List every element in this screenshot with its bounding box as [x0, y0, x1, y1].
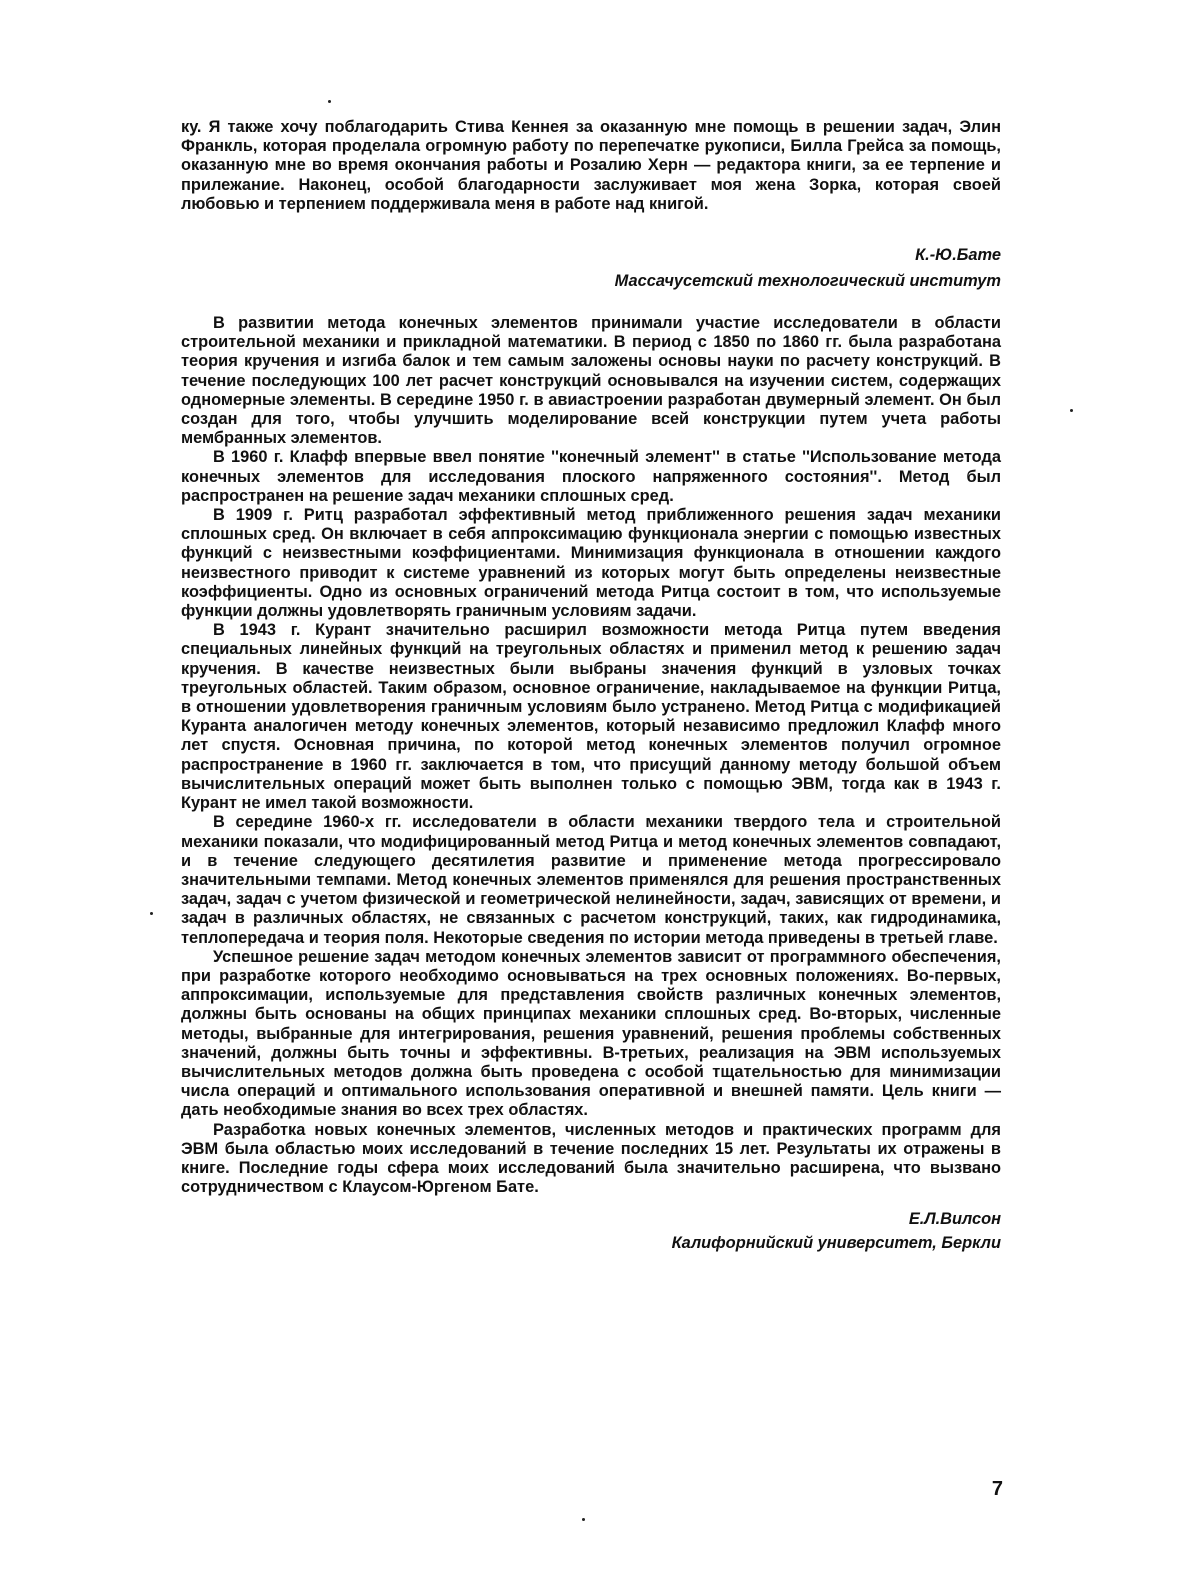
- signature-affiliation: Массачусетский технологический институт: [614, 272, 1001, 291]
- body-paragraph: Разработка новых конечных элементов, численных методов и практических программ для ЭВМ была областью моих исследований в течение последних 15 лет. Результаты их отражены в книге. Последние годы сфера моих исследований была значительно расширена, что вызвано сотрудничеством с Клаусом-Юргеном Бате.: [181, 1120, 1001, 1197]
- signature-name: К.-Ю.Бате: [915, 246, 1001, 265]
- scan-speck: [582, 1518, 585, 1521]
- body-paragraph: Успешное решение задач методом конечных элементов зависит от программного обеспечения, при разработке которого необходимо основываться на трех основных положениях. Во-первых, аппроксимации, используемые для представления свойств различных конечных элементов, должны быть основаны на общих принципах механики сплошных сред. Во-вторых, численные методы, выбранные для интегрирования, решения уравнений, решения проблемы собственных значений, должны быть точны и эффективны. В-третьих, реализация на ЭВМ используемых вычислительных методов должна быть проведена с особой тщательностью для минимизации числа операций и оптимального использования оперативной и внешней памяти. Цель книги — дать необходимые знания во всех трех областях.: [181, 947, 1001, 1120]
- body-paragraph: В 1909 г. Ритц разработал эффективный метод приближенного решения задач механики сплошных сред. Он включает в себя аппроксимацию функционала энергии с помощью известных функций с неизвестными коэффициентами. Минимизация функционала в отношении каждого неизвестного приводит к системе уравнений из которых могут быть определены неизвестные коэффициенты. Одно из основных ограничений метода Ритца состоит в том, что используемые функции должны удовлетворять граничным условиям задачи.: [181, 506, 1001, 621]
- preface-closing-paragraph: ку. Я также хочу поблагодарить Стива Кеннея за оказанную мне помощь в решении задач, Элин Франкль, которая проделала огромную работу по перепечатке рукописи, Билла Грейса за помощь, оказанную мне во время окончания работы и Розалию Херн — редактора книги, за ее терпение и прилежание. Наконец, особой благодарности заслуживает моя жена Зорка, которая своей любовью и терпением поддерживала меня в работе над книгой.: [181, 118, 1001, 213]
- signature-affiliation: Калифорнийский университет, Беркли: [671, 1234, 1001, 1253]
- scan-speck: [150, 912, 153, 915]
- body-paragraph: В 1960 г. Клафф впервые ввел понятие ''конечный элемент'' в статье ''Использование метода конечных элементов для исследования плоского напряженного состояния''. Метод был распространен на решение задач механики сплошных сред.: [181, 448, 1001, 505]
- page-number: 7: [991, 1478, 1003, 1500]
- signature-name: Е.Л.Вилсон: [908, 1210, 1001, 1229]
- author-signature-bathe: [181, 242, 1001, 294]
- body-paragraph: В 1943 г. Курант значительно расширил возможности метода Ритца путем введения специальных линейных функций на треугольных областях и применил метод к решению задач кручения. В качестве неизвестных были выбраны значения функций в узловых точках треугольных областей. Таким образом, основное ограничение, накладываемое на функции Ритца, в отношении удовлетворения граничным условиям было устранено. Метод Ритца с модификацией Куранта аналогичен методу конечных элементов, который независимо предложил Клафф много лет спустя. Основная причина, по которой метод конечных элементов получил огромное распространение в 1960 гг. заключается в том, что присущий данному методу большой объем вычислительных операций может быть выполнен только с помощью ЭВМ, тогда как в 1943 г. Курант не имел такой возможности.: [181, 621, 1001, 813]
- scan-speck: [328, 100, 331, 103]
- page-content: [181, 118, 1001, 1255]
- preface-body: [181, 314, 1001, 1197]
- scan-speck: [1070, 409, 1073, 412]
- body-paragraph: В развитии метода конечных элементов принимали участие исследователи в области строительной механики и прикладной математики. В период с 1850 по 1860 гг. была разработана теория кручения и изгиба балок и тем самым заложены основы науки по расчету конструкций. В течение последующих 100 лет расчет конструкций основывался на изучении систем, содержащих одномерные элементы. В середине 1950 г. в авиастроении разработан двумерный элемент. Он был создан для того, чтобы улучшить моделирование всей конструкции путем учета работы мембранных элементов.: [181, 314, 1001, 448]
- author-signature-wilson: [181, 1207, 1001, 1255]
- body-paragraph: В середине 1960-х гг. исследователи в области механики твердого тела и строительной механики показали, что модифицированный метод Ритца и метод конечных элементов совпадают, и в течение следующего десятилетия развитие и применение метода прогрессировало значительными темпами. Метод конечных элементов применялся для решения пространственных задач, задач с учетом физической и геометрической нелинейности, задач, зависящих от времени, и задач в различных областях, не связанных с расчетом конструкций, таких, как гидродинамика, теплопередача и теория поля. Некоторые сведения по истории метода приведены в третьей главе.: [181, 813, 1001, 947]
